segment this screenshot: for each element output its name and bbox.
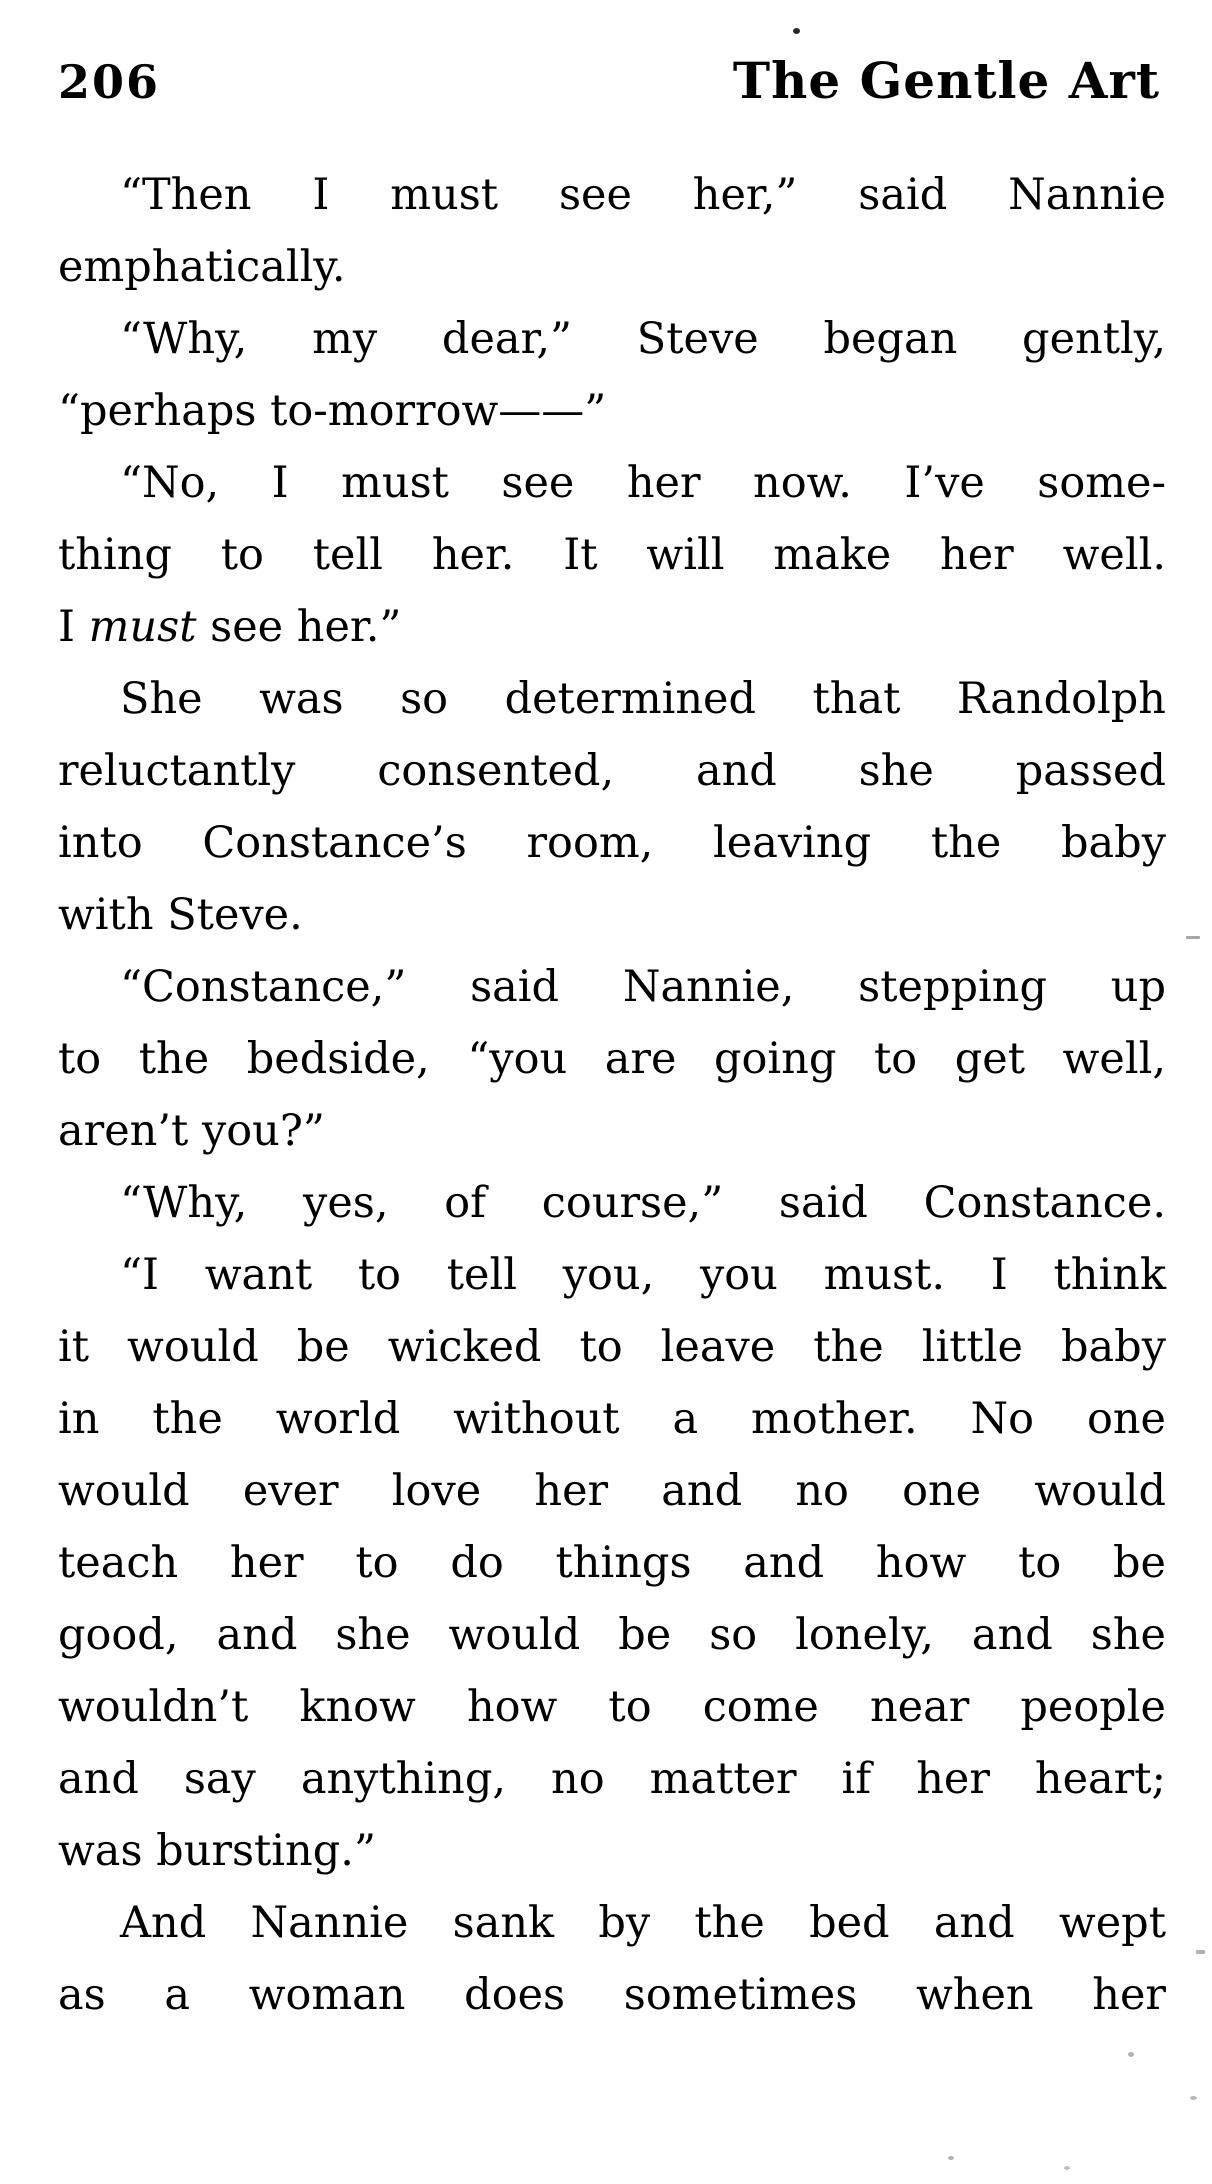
text-line: teach her to do things and how to be: [58, 1538, 1166, 1588]
text-segment: I: [58, 602, 89, 652]
scan-speck: [1064, 2166, 1070, 2170]
text-line: as a woman does sometimes when her: [58, 1970, 1166, 2020]
text-line: with Steve.: [58, 890, 303, 940]
text-line: into Constance’s room, leaving the baby: [58, 818, 1166, 868]
text-line: [58, 591, 1166, 663]
text-line: aren’t you?”: [58, 1106, 325, 1156]
text-line: emphatically.: [58, 242, 346, 292]
text-line: “Why, my dear,” Steve began gently,: [120, 314, 1166, 364]
text-line: And Nannie sank by the bed and wept: [120, 1898, 1166, 1948]
text-line: “No, I must see her now. I’ve some-: [120, 458, 1166, 508]
scan-speck: [1128, 2052, 1134, 2057]
text-line: it would be wicked to leave the little baby: [58, 1322, 1166, 1372]
text-line: thing to tell her. It will make her well.: [58, 530, 1166, 580]
italic-word: must: [88, 602, 197, 652]
page-number: 206: [58, 55, 161, 109]
scan-speck: [1196, 1950, 1205, 1954]
text-line: “I want to tell you, you must. I think: [120, 1250, 1166, 1300]
text-line: “Constance,” said Nannie, stepping up: [120, 962, 1166, 1012]
page-header: [0, 0, 1212, 111]
page-body: [0, 159, 1212, 2031]
scan-speck: [1186, 936, 1200, 939]
text-line: wouldn’t know how to come near people: [58, 1682, 1166, 1732]
text-line: and say anything, no matter if her heart;: [58, 1754, 1166, 1804]
text-line: She was so determined that Randolph: [120, 674, 1166, 724]
text-line: reluctantly consented, and she passed: [58, 746, 1166, 796]
text-line: would ever love her and no one would: [58, 1466, 1166, 1516]
running-title: The Gentle Art: [732, 51, 1160, 110]
scan-speck: [1190, 2096, 1197, 2100]
text-line: in the world without a mother. No one: [58, 1394, 1166, 1444]
scan-speck: [948, 2156, 954, 2160]
text-segment: see her.”: [196, 602, 402, 652]
text-line: was bursting.”: [58, 1826, 376, 1876]
text-line: to the bedside, “you are going to get well,: [58, 1034, 1166, 1084]
text-line: “perhaps to-morrow——”: [58, 386, 607, 436]
text-line: “Then I must see her,” said Nannie: [120, 170, 1166, 220]
text-line: good, and she would be so lonely, and she: [58, 1610, 1166, 1660]
text-line: “Why, yes, of course,” said Constance.: [120, 1178, 1166, 1228]
scan-speck: [793, 28, 800, 34]
